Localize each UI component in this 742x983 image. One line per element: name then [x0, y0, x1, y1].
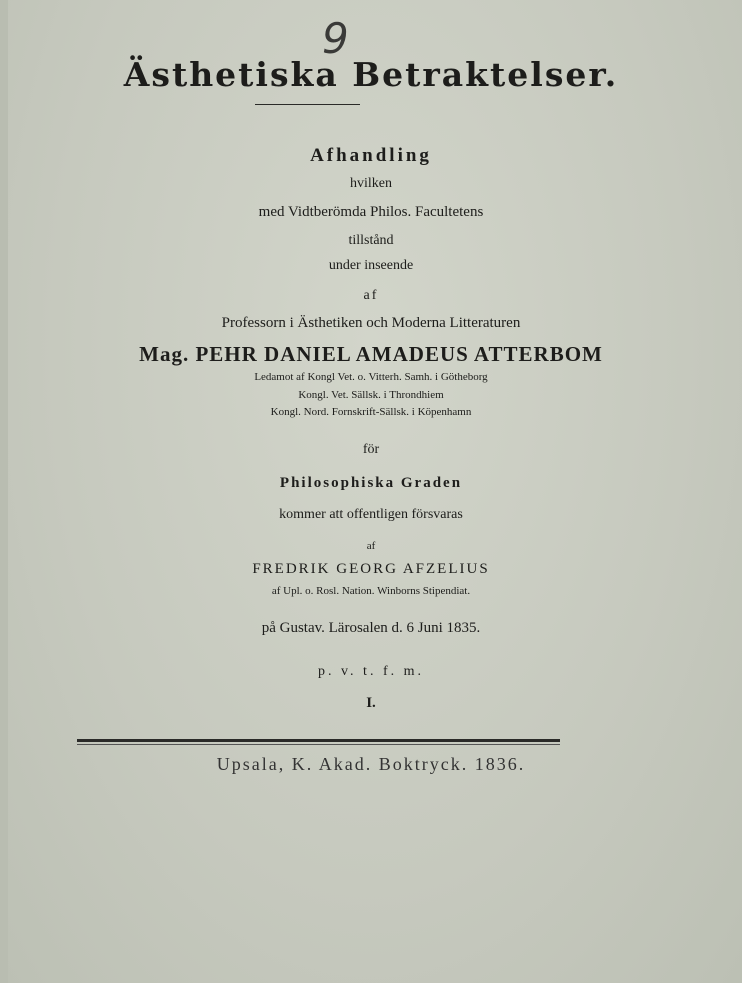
imprint-rule-thin — [77, 744, 560, 745]
imprint-line: Upsala, K. Akad. Boktryck. 1836. — [216, 754, 526, 774]
faculty-line: med Vidtberömda Philos. Facultetens — [258, 204, 484, 220]
tillstand-line: tillstånd — [348, 233, 394, 248]
pvtfm-line: p. v. t. f. m. — [317, 664, 425, 679]
page-title: Ästhetiska Betraktelser. — [123, 55, 619, 94]
nation-line: af Upl. o. Rosl. Nation. Winborns Stipendiat. — [271, 585, 471, 597]
for-line: för — [362, 442, 380, 457]
afhandling-heading: Afhandling — [310, 145, 432, 166]
ledamot-line-3: Kongl. Nord. Fornskrift-Sällsk. i Köpenhamn — [270, 406, 472, 418]
ledamot-line-1: Ledamot af Kongl Vet. o. Vitterh. Samh. i Götheborg — [254, 371, 488, 383]
af-line-1: af — [363, 288, 379, 303]
praeses-name: Mag. PEHR DANIEL AMADEUS ATTERBOM — [139, 342, 603, 366]
date-line: på Gustav. Lärosalen d. 6 Juni 1835. — [261, 620, 481, 636]
imprint-rule — [77, 739, 560, 742]
page-number: 9 — [322, 14, 349, 63]
af-line-2: af — [366, 540, 376, 552]
graden-line: Philosophiska Graden — [279, 475, 463, 491]
part-number: I. — [366, 695, 376, 711]
inseende-line: under inseende — [328, 258, 414, 273]
title-rule — [255, 104, 360, 105]
respondent-name: FREDRIK GEORG AFZELIUS — [252, 561, 490, 577]
hvilken-line: hvilken — [350, 176, 392, 191]
professor-line: Professorn i Ästhetiken och Moderna Litteraturen — [221, 315, 521, 331]
ledamot-line-2: Kongl. Vet. Sällsk. i Throndhiem — [298, 389, 444, 401]
forsvaras-line: kommer att offentligen försvaras — [279, 507, 463, 522]
